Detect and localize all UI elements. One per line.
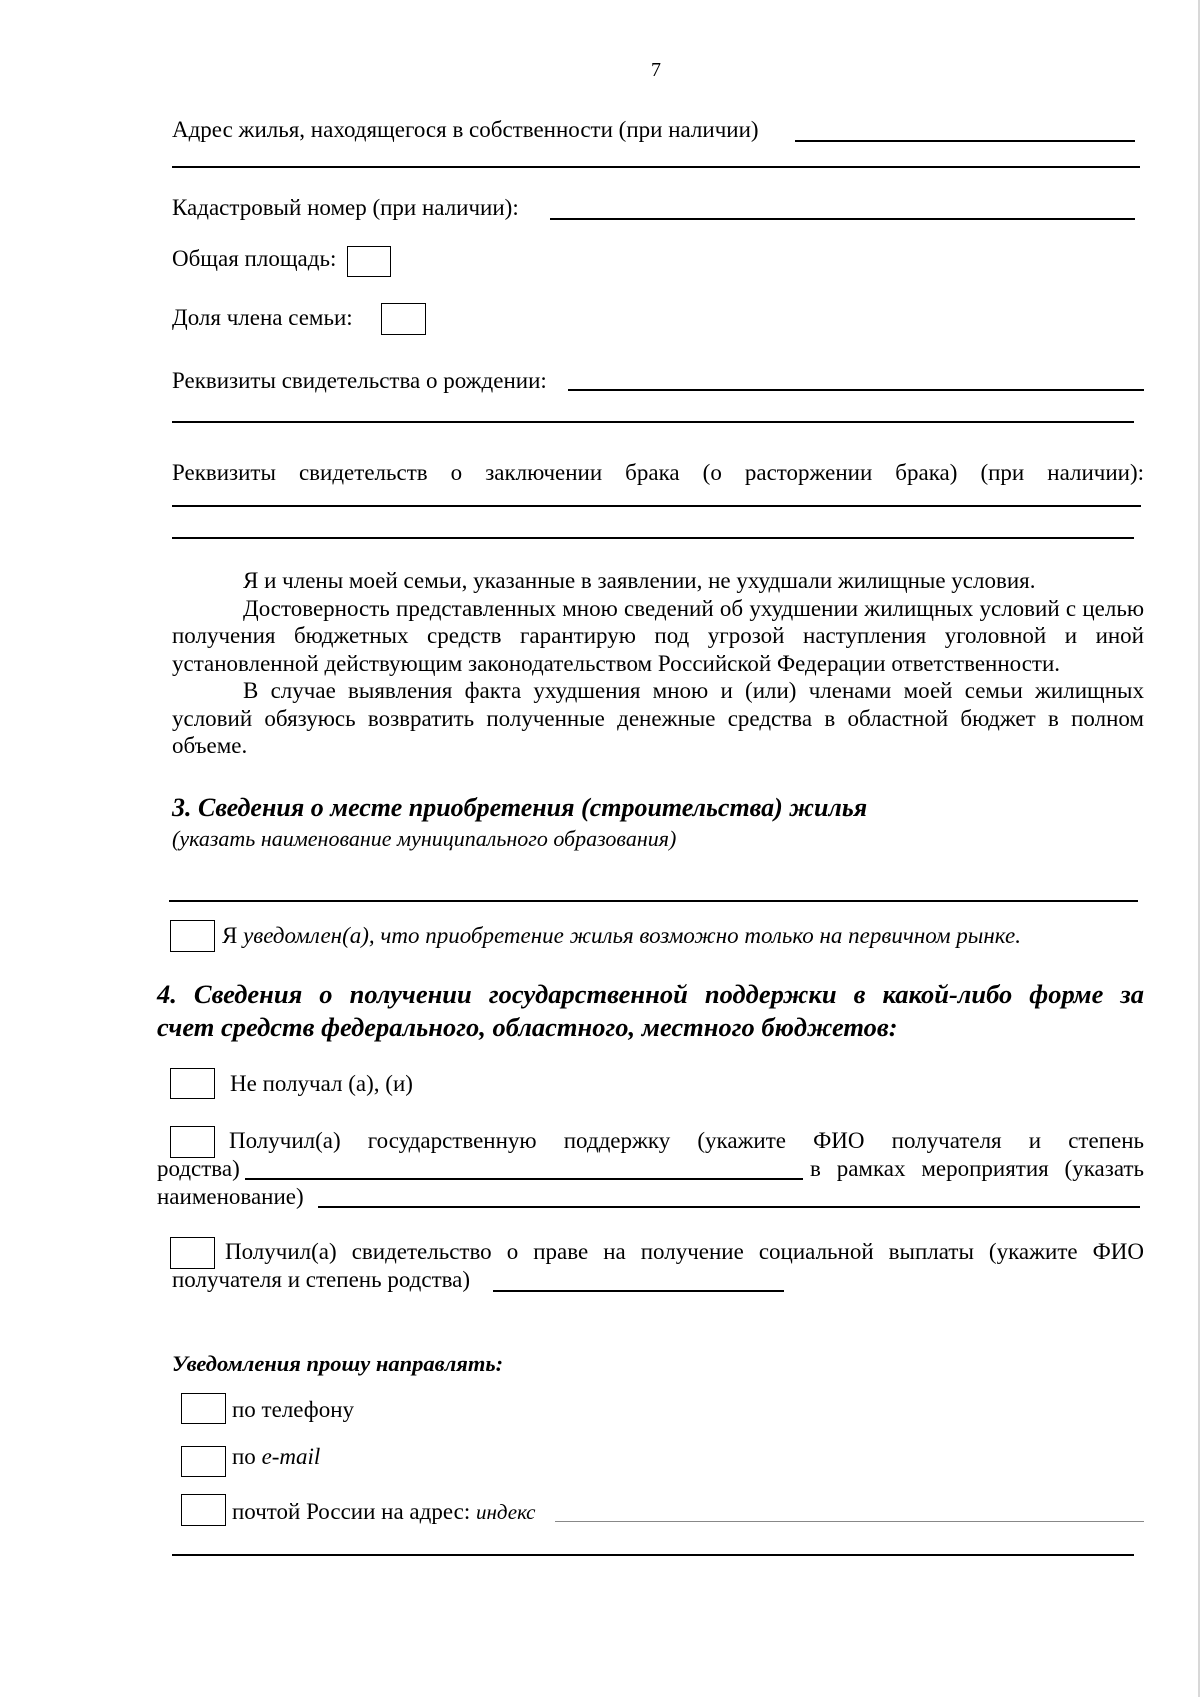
birth-cert-field-line-2[interactable]	[172, 421, 1134, 423]
section-4-title-line-1: 4. Сведения о получении государственной поддержки в какой-либо форме за	[157, 979, 1144, 1009]
share-input-box[interactable]	[381, 303, 426, 335]
notify-post-text: почтой России на адрес:	[232, 1499, 471, 1524]
notify-post-index-label: индекс	[475, 1500, 536, 1524]
address-field-line-2[interactable]	[172, 166, 1140, 168]
primary-market-notice	[222, 922, 1021, 950]
address-field-line-1[interactable]	[795, 140, 1135, 142]
birth-cert-field-line-1[interactable]	[568, 389, 1144, 391]
certificate-relation-field-line[interactable]	[493, 1290, 784, 1292]
marriage-cert-label: Реквизиты свидетельств о заключении брака (о расторжении брака) (при наличии):	[172, 460, 1144, 485]
declaration-paragraph-1: Я и члены моей семьи, указанные в заявлении, не ухудшали жилищные условия.	[243, 568, 1036, 593]
section-4-title-line-2: счет средств федерального, областного, местного бюджетов:	[157, 1012, 898, 1042]
section-3-title: 3. Сведения о месте приобретения (строительства) жилья	[172, 793, 868, 822]
marriage-cert-field-line-2[interactable]	[172, 537, 1134, 539]
declaration-paragraph-2: Достоверность представленных мною сведений об ухудшении жилищных условий с целью получения бюджетных средств гарантирую под угрозой наступления уголовной и иной установленной действующим законодательством Российской Федерации ответственности.	[172, 595, 1144, 676]
notify-post-label	[232, 1498, 535, 1526]
received-name-label: наименование)	[157, 1184, 304, 1209]
municipality-field-line[interactable]	[169, 900, 1138, 902]
notify-phone-checkbox[interactable]	[181, 1393, 226, 1424]
certificate-checkbox[interactable]	[170, 1237, 215, 1269]
share-label: Доля члена семьи:	[172, 305, 353, 330]
cadastral-label: Кадастровый номер (при наличии):	[172, 195, 519, 220]
received-support-checkbox[interactable]	[170, 1126, 215, 1158]
marriage-cert-field-line-1[interactable]	[172, 505, 1141, 507]
address-label: Адрес жилья, находящегося в собственности (при наличии)	[172, 117, 759, 142]
declaration-text	[172, 567, 1144, 760]
notifications-title: Уведомления прошу направлять:	[172, 1351, 504, 1376]
received-event-label: в рамках мероприятия (указать	[810, 1156, 1144, 1181]
declaration-paragraph-3: В случае выявления факта ухудшения мною и (или) членами моей семьи жилищных условий обязуюсь возвратить полученные денежные средства в областной бюджет в полном объеме.	[172, 678, 1144, 758]
notify-email-prefix: по	[232, 1444, 256, 1469]
received-relation-label: родства)	[157, 1156, 240, 1181]
post-address-field-line[interactable]	[172, 1554, 1134, 1556]
cadastral-field-line[interactable]	[550, 218, 1135, 220]
not-received-checkbox[interactable]	[170, 1068, 215, 1099]
notify-email-suffix: e-mail	[261, 1444, 321, 1469]
post-index-field-line[interactable]	[555, 1521, 1144, 1522]
notify-email-checkbox[interactable]	[181, 1446, 226, 1477]
received-support-label: Получил(а) государственную поддержку (укажите ФИО получателя и степень	[229, 1128, 1144, 1153]
section-4-title	[157, 978, 1144, 1044]
primary-market-notice-prefix: Я	[222, 923, 238, 948]
primary-market-notice-text: уведомлен(а), что приобретение жилья возможно только на первичном рынке.	[243, 923, 1021, 948]
received-name-field-line[interactable]	[318, 1206, 1140, 1208]
certificate-label: Получил(а) свидетельство о праве на получение социальной выплаты (укажите ФИО	[225, 1239, 1144, 1264]
area-label: Общая площадь:	[172, 246, 337, 271]
section-3-subtitle: (указать наименование муниципального образования)	[172, 826, 677, 851]
notify-email-label	[232, 1443, 320, 1471]
primary-market-checkbox[interactable]	[170, 920, 215, 952]
certificate-relation-label: получателя и степень родства)	[172, 1267, 471, 1292]
notify-phone-label: по телефону	[232, 1397, 354, 1422]
page-number: 7	[651, 59, 661, 81]
area-input-box[interactable]	[347, 246, 391, 277]
birth-cert-label: Реквизиты свидетельства о рождении:	[172, 368, 547, 393]
received-relation-field-line[interactable]	[245, 1178, 803, 1180]
notify-post-checkbox[interactable]	[181, 1494, 226, 1526]
not-received-label: Не получал (а), (и)	[230, 1071, 413, 1096]
